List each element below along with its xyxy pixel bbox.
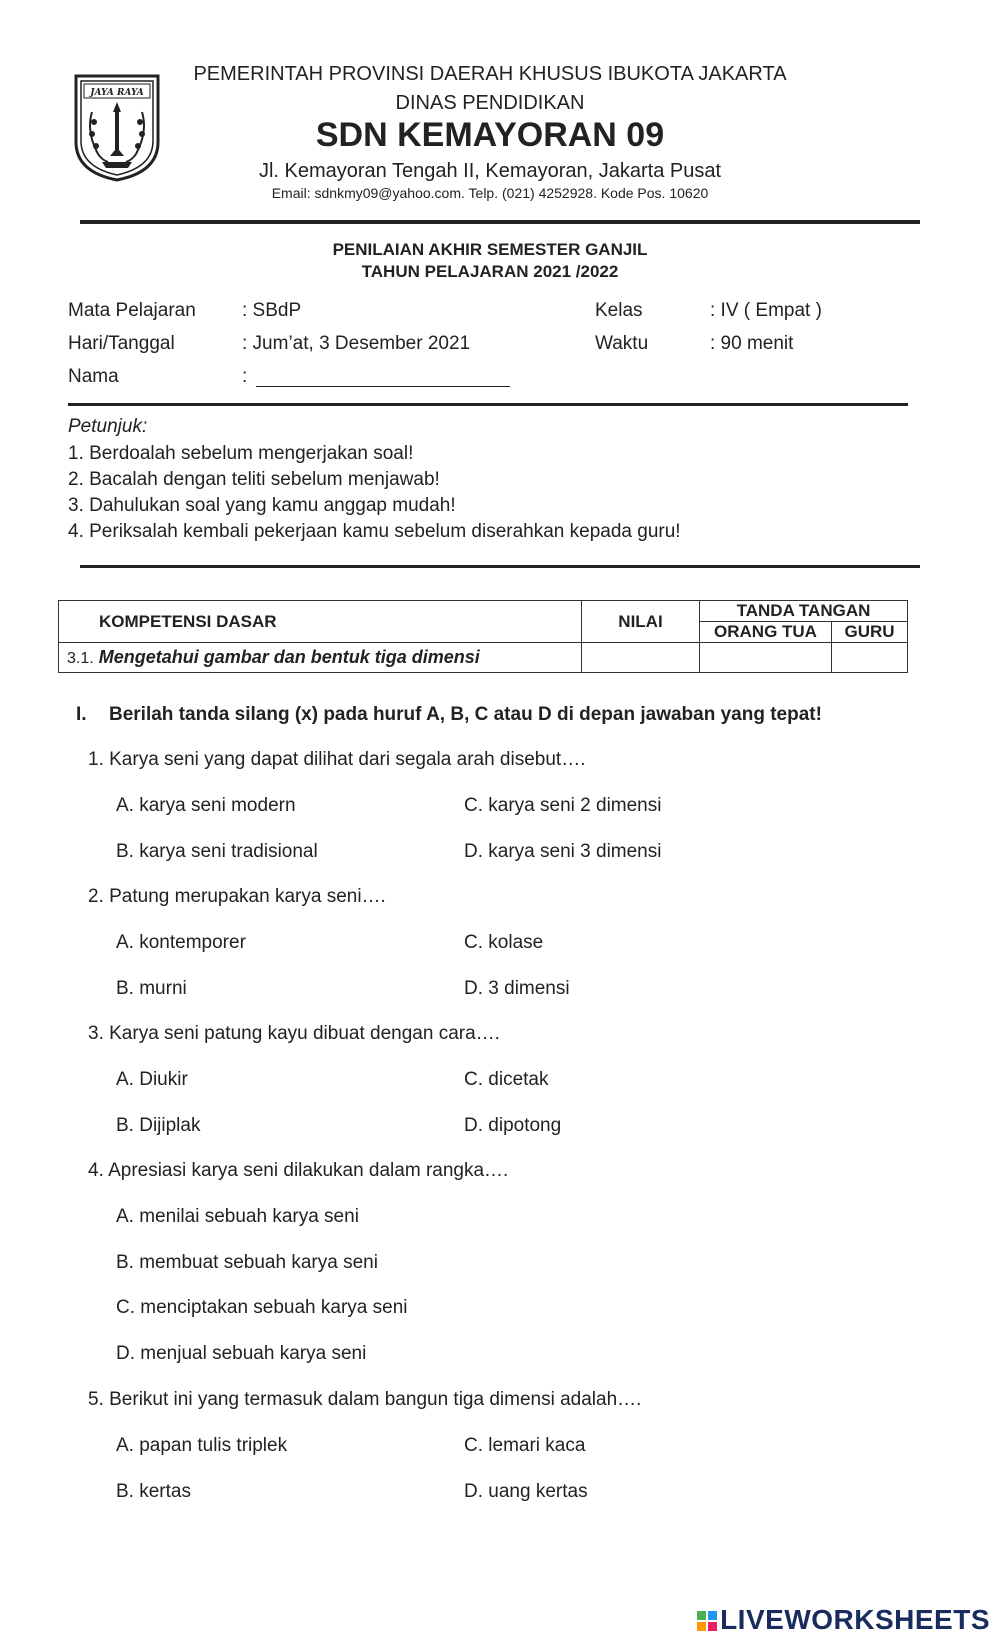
- instruction-item: 2. Bacalah dengan teliti sebelum menjawab!: [68, 469, 440, 490]
- answer-option[interactable]: C. lemari kaca: [464, 1435, 586, 1456]
- kd-number: 3.1.: [67, 650, 94, 667]
- answer-option[interactable]: A. Diukir: [116, 1069, 188, 1090]
- subject-label: Mata Pelajaran: [68, 300, 196, 321]
- date-value: : Jum’at, 3 Desember 2021: [242, 333, 471, 354]
- header-divider: [80, 220, 920, 224]
- school-name: SDN KEMAYORAN 09: [315, 116, 665, 154]
- answer-option[interactable]: B. kertas: [116, 1481, 191, 1502]
- date-label: Hari/Tanggal: [68, 333, 175, 354]
- kd-header: KOMPETENSI DASAR: [59, 601, 582, 643]
- kd-row: [59, 643, 582, 673]
- nilai-header: NILAI: [582, 601, 700, 643]
- answer-option[interactable]: C. dicetak: [464, 1069, 549, 1090]
- liveworksheets-icon: [697, 1606, 717, 1626]
- logo-text: JAYA RAYA: [90, 88, 144, 98]
- liveworksheets-logo: [697, 1604, 990, 1636]
- section-instruction: Berilah tanda silang (x) pada huruf A, B, C atau D di depan jawaban yang tepat!: [109, 704, 822, 725]
- teacher-signature-cell[interactable]: [832, 643, 908, 673]
- school-logo: [72, 72, 162, 184]
- liveworksheets-text: LIVEWORKSHEETS: [720, 1604, 990, 1635]
- exam-title: PENILAIAN AKHIR SEMESTER GANJIL: [332, 240, 648, 259]
- competency-table: [58, 600, 908, 673]
- instruction-item: 1. Berdoalah sebelum mengerjakan soal!: [68, 443, 414, 464]
- answer-option[interactable]: D. menjual sebuah karya seni: [116, 1343, 367, 1364]
- answer-option[interactable]: D. 3 dimensi: [464, 978, 570, 999]
- subject-value: : SBdP: [242, 300, 302, 321]
- answer-option[interactable]: D. karya seni 3 dimensi: [464, 841, 662, 862]
- exam-year: TAHUN PELAJARAN 2021 /2022: [361, 262, 619, 281]
- dept-title: DINAS PENDIDIKAN: [395, 92, 585, 114]
- section-number: I.: [76, 704, 87, 725]
- info-divider: [68, 403, 908, 406]
- answer-option[interactable]: A. papan tulis triplek: [116, 1435, 288, 1456]
- time-label: Waktu: [595, 333, 649, 354]
- class-label: Kelas: [595, 300, 643, 321]
- kd-text: Mengetahui gambar dan bentuk tiga dimensi: [98, 647, 480, 667]
- gov-title: PEMERINTAH PROVINSI DAERAH KHUSUS IBUKOTA JAKARTA: [193, 63, 787, 85]
- time-value: : 90 menit: [710, 333, 794, 354]
- parent-header: ORANG TUA: [700, 622, 832, 643]
- answer-option[interactable]: A. kontemporer: [116, 932, 246, 953]
- teacher-header: GURU: [832, 622, 908, 643]
- answer-option[interactable]: B. murni: [116, 978, 187, 999]
- answer-option[interactable]: B. Dijiplak: [116, 1115, 201, 1136]
- ttd-header: TANDA TANGAN: [700, 601, 908, 622]
- answer-option[interactable]: B. membuat sebuah karya seni: [116, 1252, 378, 1273]
- question-text: 5. Berikut ini yang termasuk dalam bangun tiga dimensi adalah….: [88, 1389, 642, 1410]
- answer-option[interactable]: C. menciptakan sebuah karya seni: [116, 1297, 408, 1318]
- answer-option[interactable]: A. karya seni modern: [116, 795, 296, 816]
- question-text: 4. Apresiasi karya seni dilakukan dalam rangka….: [88, 1160, 509, 1181]
- name-field[interactable]: [256, 386, 510, 387]
- instructions-title: Petunjuk:: [68, 416, 148, 437]
- answer-option[interactable]: C. kolase: [464, 932, 544, 953]
- answer-option[interactable]: D. uang kertas: [464, 1481, 588, 1502]
- answer-option[interactable]: A. menilai sebuah karya seni: [116, 1206, 359, 1227]
- class-value: : IV ( Empat ): [710, 300, 822, 321]
- nilai-cell[interactable]: [582, 643, 700, 673]
- parent-signature-cell[interactable]: [700, 643, 832, 673]
- instructions-divider: [80, 565, 920, 568]
- answer-option[interactable]: C. karya seni 2 dimensi: [464, 795, 662, 816]
- question-text: 1. Karya seni yang dapat dilihat dari segala arah disebut….: [88, 749, 586, 770]
- instruction-item: 3. Dahulukan soal yang kamu anggap mudah!: [68, 495, 456, 516]
- answer-option[interactable]: D. dipotong: [464, 1115, 562, 1136]
- name-label: Nama: [68, 366, 119, 387]
- instruction-item: 4. Periksalah kembali pekerjaan kamu sebelum diserahkan kepada guru!: [68, 521, 681, 542]
- name-value: :: [242, 366, 248, 387]
- question-text: 2. Patung merupakan karya seni….: [88, 886, 386, 907]
- school-address: Jl. Kemayoran Tengah II, Kemayoran, Jakarta Pusat: [258, 160, 722, 182]
- answer-option[interactable]: B. karya seni tradisional: [116, 841, 318, 862]
- school-contact: Email: sdnkmy09@yahoo.com. Telp. (021) 4252928. Kode Pos. 10620: [271, 185, 709, 201]
- question-text: 3. Karya seni patung kayu dibuat dengan cara….: [88, 1023, 500, 1044]
